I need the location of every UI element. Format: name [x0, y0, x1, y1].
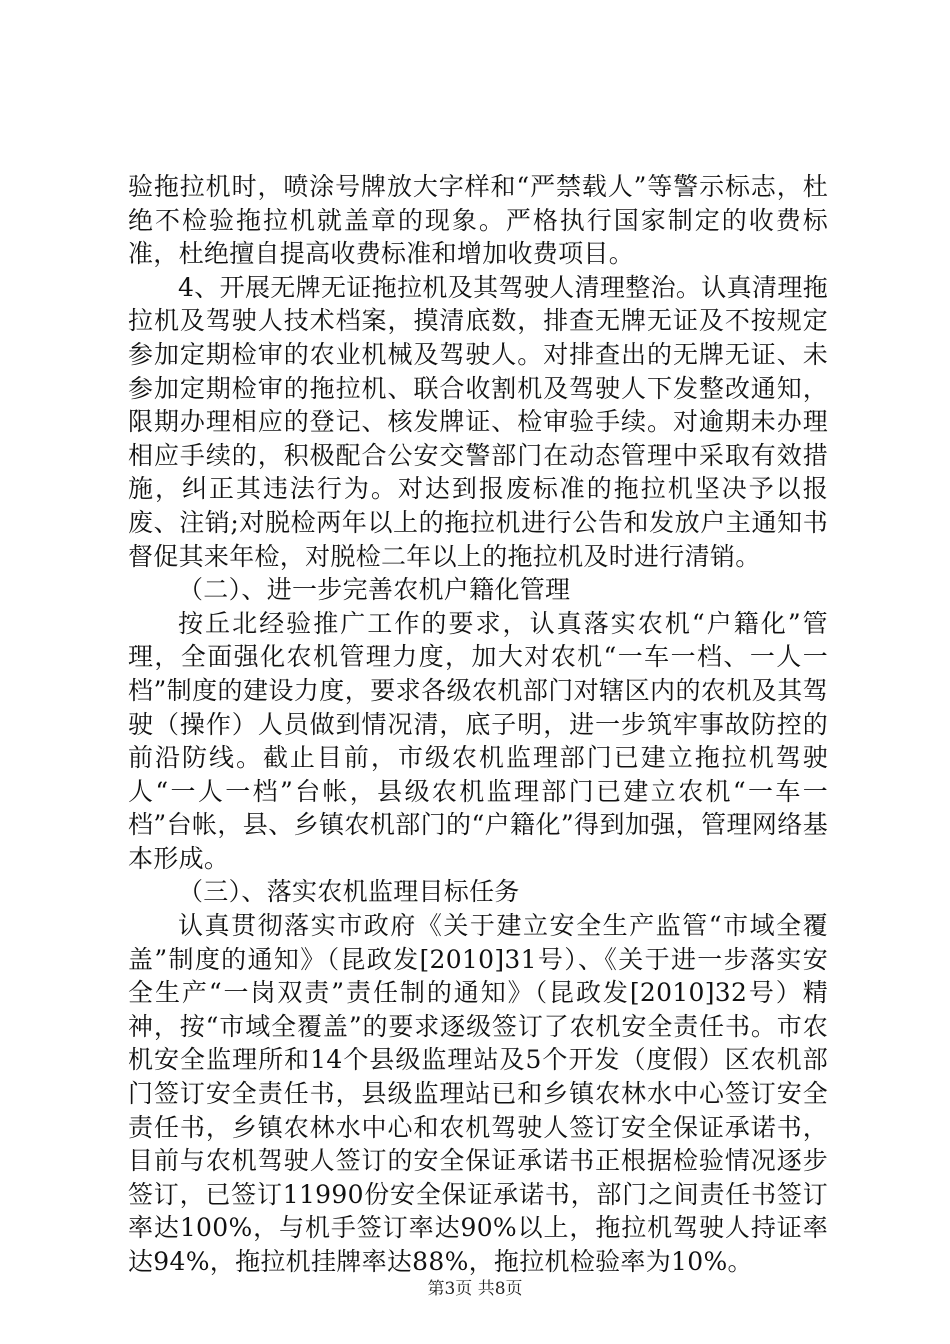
- document-body: [128, 170, 828, 1279]
- paragraph-continuation: 验拖拉机时，喷涂号牌放大字样和“严禁载人”等警示标志，杜绝不检验拖拉机就盖章的现象。严格执行国家制定的收费标准，杜绝擅自提高收费标准和增加收费项目。: [128, 172, 828, 269]
- section-heading-3: （三）、落实农机监理目标任务: [178, 877, 520, 907]
- paragraph-targets: 认真贯彻落实市政府《关于建立安全生产监管“市域全覆盖”制度的通知》（昆政发[2010]31号）、《关于进一步落实安全生产“一岗双责”责任制的通知》（昆政发[2010]32号）精神，按“市域全覆盖”的要求逐级签订了农机安全责任书。市农机安全监理所和14个县级监理站及5个开发（度假）区农机部门签订安全责任书，县级监理站已和乡镇农林水中心签订安全责任书，乡镇农林水中心和农机驾驶人签订安全保证承诺书，目前与农机驾驶人签订的安全保证承诺书正根据检验情况逐步签订，已签订11990份安全保证承诺书，部门之间责任书签订率达100%，与机手签订率达90%以上，拖拉机驾驶人持证率达94%，拖拉机挂牌率达88%，拖拉机检验率为10%。: [128, 911, 828, 1276]
- page-number-footer: 第3页 共8页: [427, 1279, 523, 1299]
- paragraph-household-registration: 按丘北经验推广工作的要求，认真落实农机“户籍化”管理，全面强化农机管理力度，加大对农机“一车一档、一人一档”制度的建设力度，要求各级农机部门对辖区内的农机及其驾驶（操作）人员做到情况清，底子明，进一步筑牢事故防控的前沿防线。截止目前，市级农机监理部门已建立拖拉机驾驶人“一人一档”台帐，县级农机监理部门已建立农机“一车一档”台帐，县、乡镇农机部门的“户籍化”得到加强，管理网络基本形成。: [128, 608, 828, 873]
- paragraph-item-4: 4、开展无牌无证拖拉机及其驾驶人清理整治。认真清理拖拉机及驾驶人技术档案，摸清底数，排查无牌无证及不按规定参加定期检审的农业机械及驾驶人。对排查出的无牌无证、未参加定期检审的拖拉机、联合收割机及驾驶人下发整改通知，限期办理相应的登记、核发牌证、检审验手续。对逾期未办理相应手续的，积极配合公安交警部门在动态管理中采取有效措施，纠正其违法行为。对达到报废标准的拖拉机坚决予以报废、注销;对脱检两年以上的拖拉机进行公告和发放户主通知书督促其来年检，对脱检二年以上的拖拉机及时进行清销。: [128, 272, 828, 571]
- section-heading-2: （二）、进一步完善农机户籍化管理: [178, 575, 571, 605]
